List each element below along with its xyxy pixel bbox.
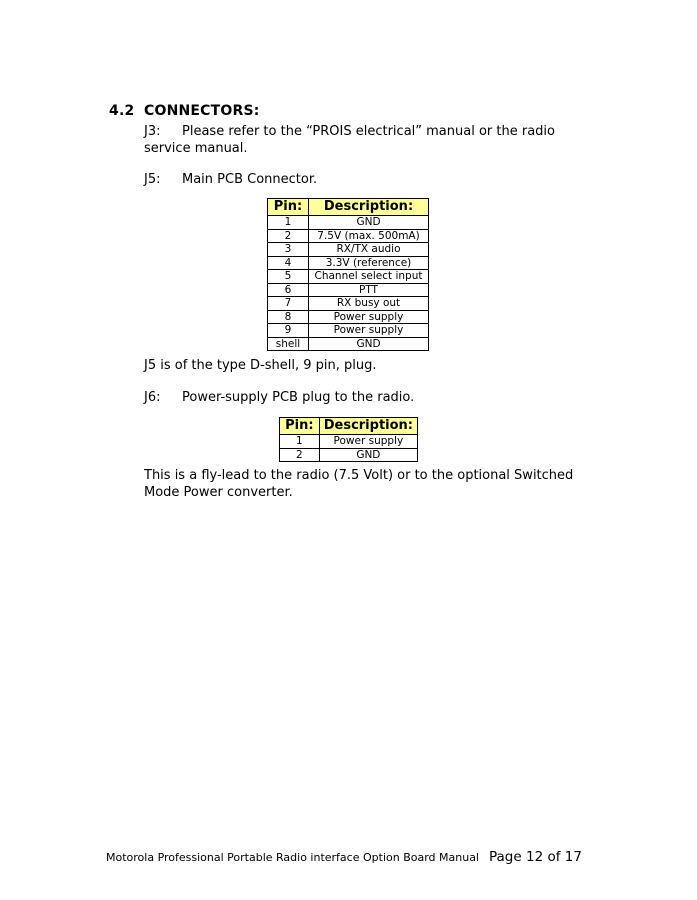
table-header-row bbox=[280, 418, 418, 435]
footer-title: Motorola Professional Portable Radio interface Option Board Manual bbox=[106, 851, 479, 864]
table-row bbox=[268, 270, 429, 284]
j6-pin-table bbox=[279, 417, 418, 462]
description-cell: GND bbox=[309, 216, 429, 230]
pin-cell: 2 bbox=[280, 448, 320, 462]
pin-cell: 2 bbox=[268, 229, 309, 243]
description-cell: 7.5V (max. 500mA) bbox=[309, 229, 429, 243]
j6-label: J6: bbox=[144, 390, 161, 405]
page-number: Page 12 of 17 bbox=[489, 849, 582, 865]
description-cell: PTT bbox=[309, 283, 429, 297]
j5-paragraph bbox=[144, 171, 317, 188]
pin-header: Pin: bbox=[268, 199, 309, 216]
description-cell: RX busy out bbox=[309, 297, 429, 311]
pin-cell: 4 bbox=[268, 256, 309, 270]
description-cell: GND bbox=[319, 448, 417, 462]
pin-header: Pin: bbox=[280, 418, 320, 435]
table-row bbox=[268, 297, 429, 311]
j5-pin-table bbox=[267, 198, 429, 351]
pin-cell: 7 bbox=[268, 297, 309, 311]
j5-note: J5 is of the type D-shell, 9 pin, plug. bbox=[144, 358, 377, 373]
pin-cell: 9 bbox=[268, 324, 309, 338]
description-cell: Channel select input bbox=[309, 270, 429, 284]
table-row bbox=[268, 229, 429, 243]
pin-cell: 5 bbox=[268, 270, 309, 284]
section-heading bbox=[109, 103, 260, 119]
description-header: Description: bbox=[309, 199, 429, 216]
section-title: CONNECTORS: bbox=[144, 103, 260, 119]
description-header: Description: bbox=[319, 418, 417, 435]
pin-cell: 3 bbox=[268, 243, 309, 257]
description-cell: Power supply bbox=[319, 435, 417, 449]
pin-cell: 8 bbox=[268, 310, 309, 324]
table-row bbox=[268, 283, 429, 297]
description-cell: 3.3V (reference) bbox=[309, 256, 429, 270]
j6-note bbox=[144, 467, 573, 501]
description-cell: RX/TX audio bbox=[309, 243, 429, 257]
pin-cell: 1 bbox=[280, 435, 320, 449]
j3-paragraph bbox=[144, 123, 555, 157]
description-cell: Power supply bbox=[309, 310, 429, 324]
table-row bbox=[268, 324, 429, 338]
j3-text-line2: service manual. bbox=[144, 141, 248, 156]
table-row bbox=[280, 435, 418, 449]
j3-text-line1: Please refer to the “PROIS electrical” manual or the radio bbox=[182, 124, 555, 139]
j5-text: Main PCB Connector. bbox=[182, 172, 318, 187]
table-row bbox=[268, 310, 429, 324]
table-row bbox=[268, 216, 429, 230]
table-row bbox=[268, 337, 429, 351]
table-row bbox=[268, 256, 429, 270]
description-cell: GND bbox=[309, 337, 429, 351]
j6-note-line1: This is a fly-lead to the radio (7.5 Volt) or to the optional Switched bbox=[144, 468, 574, 483]
table-header-row bbox=[268, 199, 429, 216]
j6-paragraph bbox=[144, 389, 414, 406]
section-number: 4.2 bbox=[109, 103, 135, 119]
description-cell: Power supply bbox=[309, 324, 429, 338]
pin-cell: 1 bbox=[268, 216, 309, 230]
page-footer bbox=[106, 849, 582, 865]
j3-label: J3: bbox=[144, 124, 161, 139]
pin-cell: 6 bbox=[268, 283, 309, 297]
j6-note-line2: Mode Power converter. bbox=[144, 485, 293, 500]
pin-cell: shell bbox=[268, 337, 309, 351]
table-row bbox=[280, 448, 418, 462]
j6-text: Power-supply PCB plug to the radio. bbox=[182, 390, 415, 405]
j5-label: J5: bbox=[144, 172, 161, 187]
table-row bbox=[268, 243, 429, 257]
